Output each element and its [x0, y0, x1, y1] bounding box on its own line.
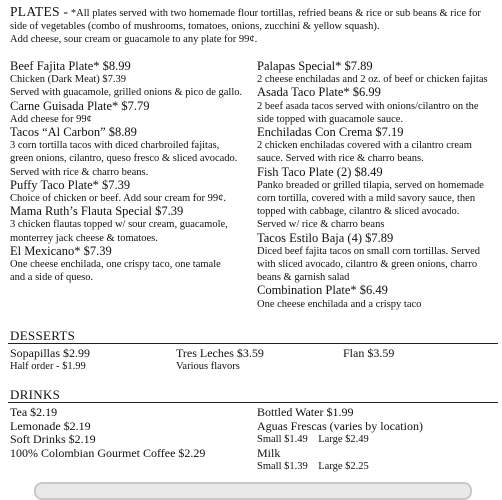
- item-line: One cheese enchilada and a crispy taco: [257, 298, 422, 310]
- item-line: and a side of queso.: [10, 272, 94, 284]
- drink-item: Lemonade $2.19: [10, 418, 91, 433]
- plates-left-column: [10, 60, 248, 284]
- drinks-right-list: [257, 406, 423, 474]
- plates-intro: [10, 5, 498, 46]
- item-line: Choice of chicken or beef. Add sour cream for 99¢.: [10, 193, 227, 205]
- plates-intro-line-1: *All plates served with two homemade flour tortillas, refried beans & rice or sub beans & rice for: [70, 8, 481, 19]
- dessert-sub: Half order - $1.99: [10, 361, 86, 372]
- item-line: Served w/ rice & charro beans: [257, 219, 385, 231]
- plates-right-column: [257, 60, 499, 311]
- item-line: monterrey jack cheese & tomatoes.: [10, 232, 158, 244]
- dessert-item: [10, 347, 90, 373]
- item-line: green onions, cilantro, queso fresco & sliced avocado.: [10, 153, 238, 165]
- menu-item: [257, 166, 499, 232]
- bottom-scroll-bar[interactable]: [34, 482, 472, 500]
- item-line: Served with guacamole, grilled onions & pico de gallo.: [10, 87, 243, 99]
- item-title: Tacos “Al Carbon” $8.89: [10, 125, 137, 140]
- item-line: One cheese enchilada, one crispy taco, one tamale: [10, 259, 221, 271]
- dessert-name: Tres Leches $3.59: [176, 346, 264, 360]
- item-line: beans & garnish salad: [257, 272, 350, 284]
- menu-item: [257, 126, 499, 166]
- dessert-name: Sopapillas $2.99: [10, 346, 90, 360]
- item-line: Add cheese for 99¢: [10, 113, 92, 125]
- desserts-heading: DESSERTS: [10, 328, 76, 343]
- desserts-divider: [8, 343, 498, 344]
- drinks-left-list: [10, 406, 205, 460]
- menu-item: [257, 232, 499, 285]
- item-line: 2 cheese enchiladas and 2 oz. of beef or chicken fajitas: [257, 74, 488, 86]
- plates-heading: PLATES -: [10, 4, 69, 19]
- dessert-sub: Various flavors: [176, 361, 240, 372]
- item-title: Carne Guisada Plate* $7.79: [10, 98, 150, 113]
- item-line: side topped with guacamole sauce.: [257, 113, 404, 125]
- drink-sizes: Small $1.49 Large $2.49: [257, 434, 369, 445]
- item-title: Puffy Taco Plate* $7.39: [10, 177, 131, 192]
- item-title: Fish Taco Plate (2) $8.49: [257, 164, 383, 179]
- drink-item: Soft Drinks $2.19: [10, 432, 96, 446]
- item-title: Beef Fajita Plate* $8.99: [10, 59, 131, 73]
- menu-item: [10, 205, 248, 245]
- item-line: with sliced avocado, cilantro & green onions, charro: [257, 259, 478, 271]
- drink-sizes: Small $1.39 Large $2.25: [257, 461, 369, 472]
- item-title: Combination Plate* $6.49: [257, 283, 388, 298]
- drink-item: Aguas Frescas (varies by location): [257, 418, 423, 433]
- plates-intro-line-2: side of vegetables (combo of mushrooms, tomatoes, onions, zucchini & yellow squash).: [10, 21, 380, 32]
- item-line: 2 chicken enchiladas covered with a cilantro cream: [257, 140, 472, 152]
- menu-item: [257, 60, 499, 86]
- drinks-divider: [8, 402, 498, 403]
- drink-item: Bottled Water $1.99: [257, 405, 354, 419]
- menu-item: [10, 179, 248, 205]
- item-title: El Mexicano* $7.39: [10, 243, 112, 258]
- item-title: Enchiladas Con Crema $7.19: [257, 125, 404, 140]
- drink-item: 100% Colombian Gourmet Coffee $2.29: [10, 445, 206, 460]
- item-title: Palapas Special* $7.89: [257, 59, 373, 73]
- menu-item: [10, 100, 248, 126]
- menu-item: [10, 126, 248, 179]
- dessert-name: Flan $3.59: [343, 346, 395, 360]
- item-line: sauce. Served with rice & charro beans.: [257, 153, 424, 165]
- drink-item: Milk: [257, 445, 281, 460]
- menu-item: [10, 60, 248, 100]
- dessert-item: [176, 347, 264, 373]
- plates-intro-line-3: Add cheese, sour cream or guacamole to any plate for 99¢.: [10, 34, 258, 45]
- item-line: Served with rice & charro beans.: [10, 166, 149, 178]
- item-line: 3 chicken flautas topped w/ sour cream, guacamole,: [10, 219, 228, 231]
- item-line: Panko breaded or grilled tilapia, served on homemade: [257, 179, 484, 191]
- item-title: Mama Ruth’s Flauta Special $7.39: [10, 204, 184, 219]
- item-line: corn tortilla, covered with a mild savory sauce, then: [257, 193, 476, 205]
- item-line: topped with cabbage, cilantro & sliced avocado.: [257, 206, 460, 218]
- item-line: Diced beef fajita tacos on small corn tortillas. Served: [257, 245, 481, 257]
- menu-item: [10, 245, 248, 285]
- item-title: Tacos Estilo Baja (4) $7.89: [257, 230, 394, 245]
- menu-item: [257, 86, 499, 126]
- drinks-heading: DRINKS: [10, 387, 61, 402]
- drink-item: Tea $2.19: [10, 405, 58, 419]
- dessert-item: [343, 347, 394, 360]
- item-title: Asada Taco Plate* $6.99: [257, 85, 381, 100]
- item-line: Chicken (Dark Meat) $7.39: [10, 74, 127, 86]
- item-line: 2 beef asada tacos served with onions/cilantro on the: [257, 100, 479, 112]
- menu-item: [257, 284, 499, 310]
- item-line: 3 corn tortilla tacos with diced charbroiled fajitas,: [10, 140, 220, 152]
